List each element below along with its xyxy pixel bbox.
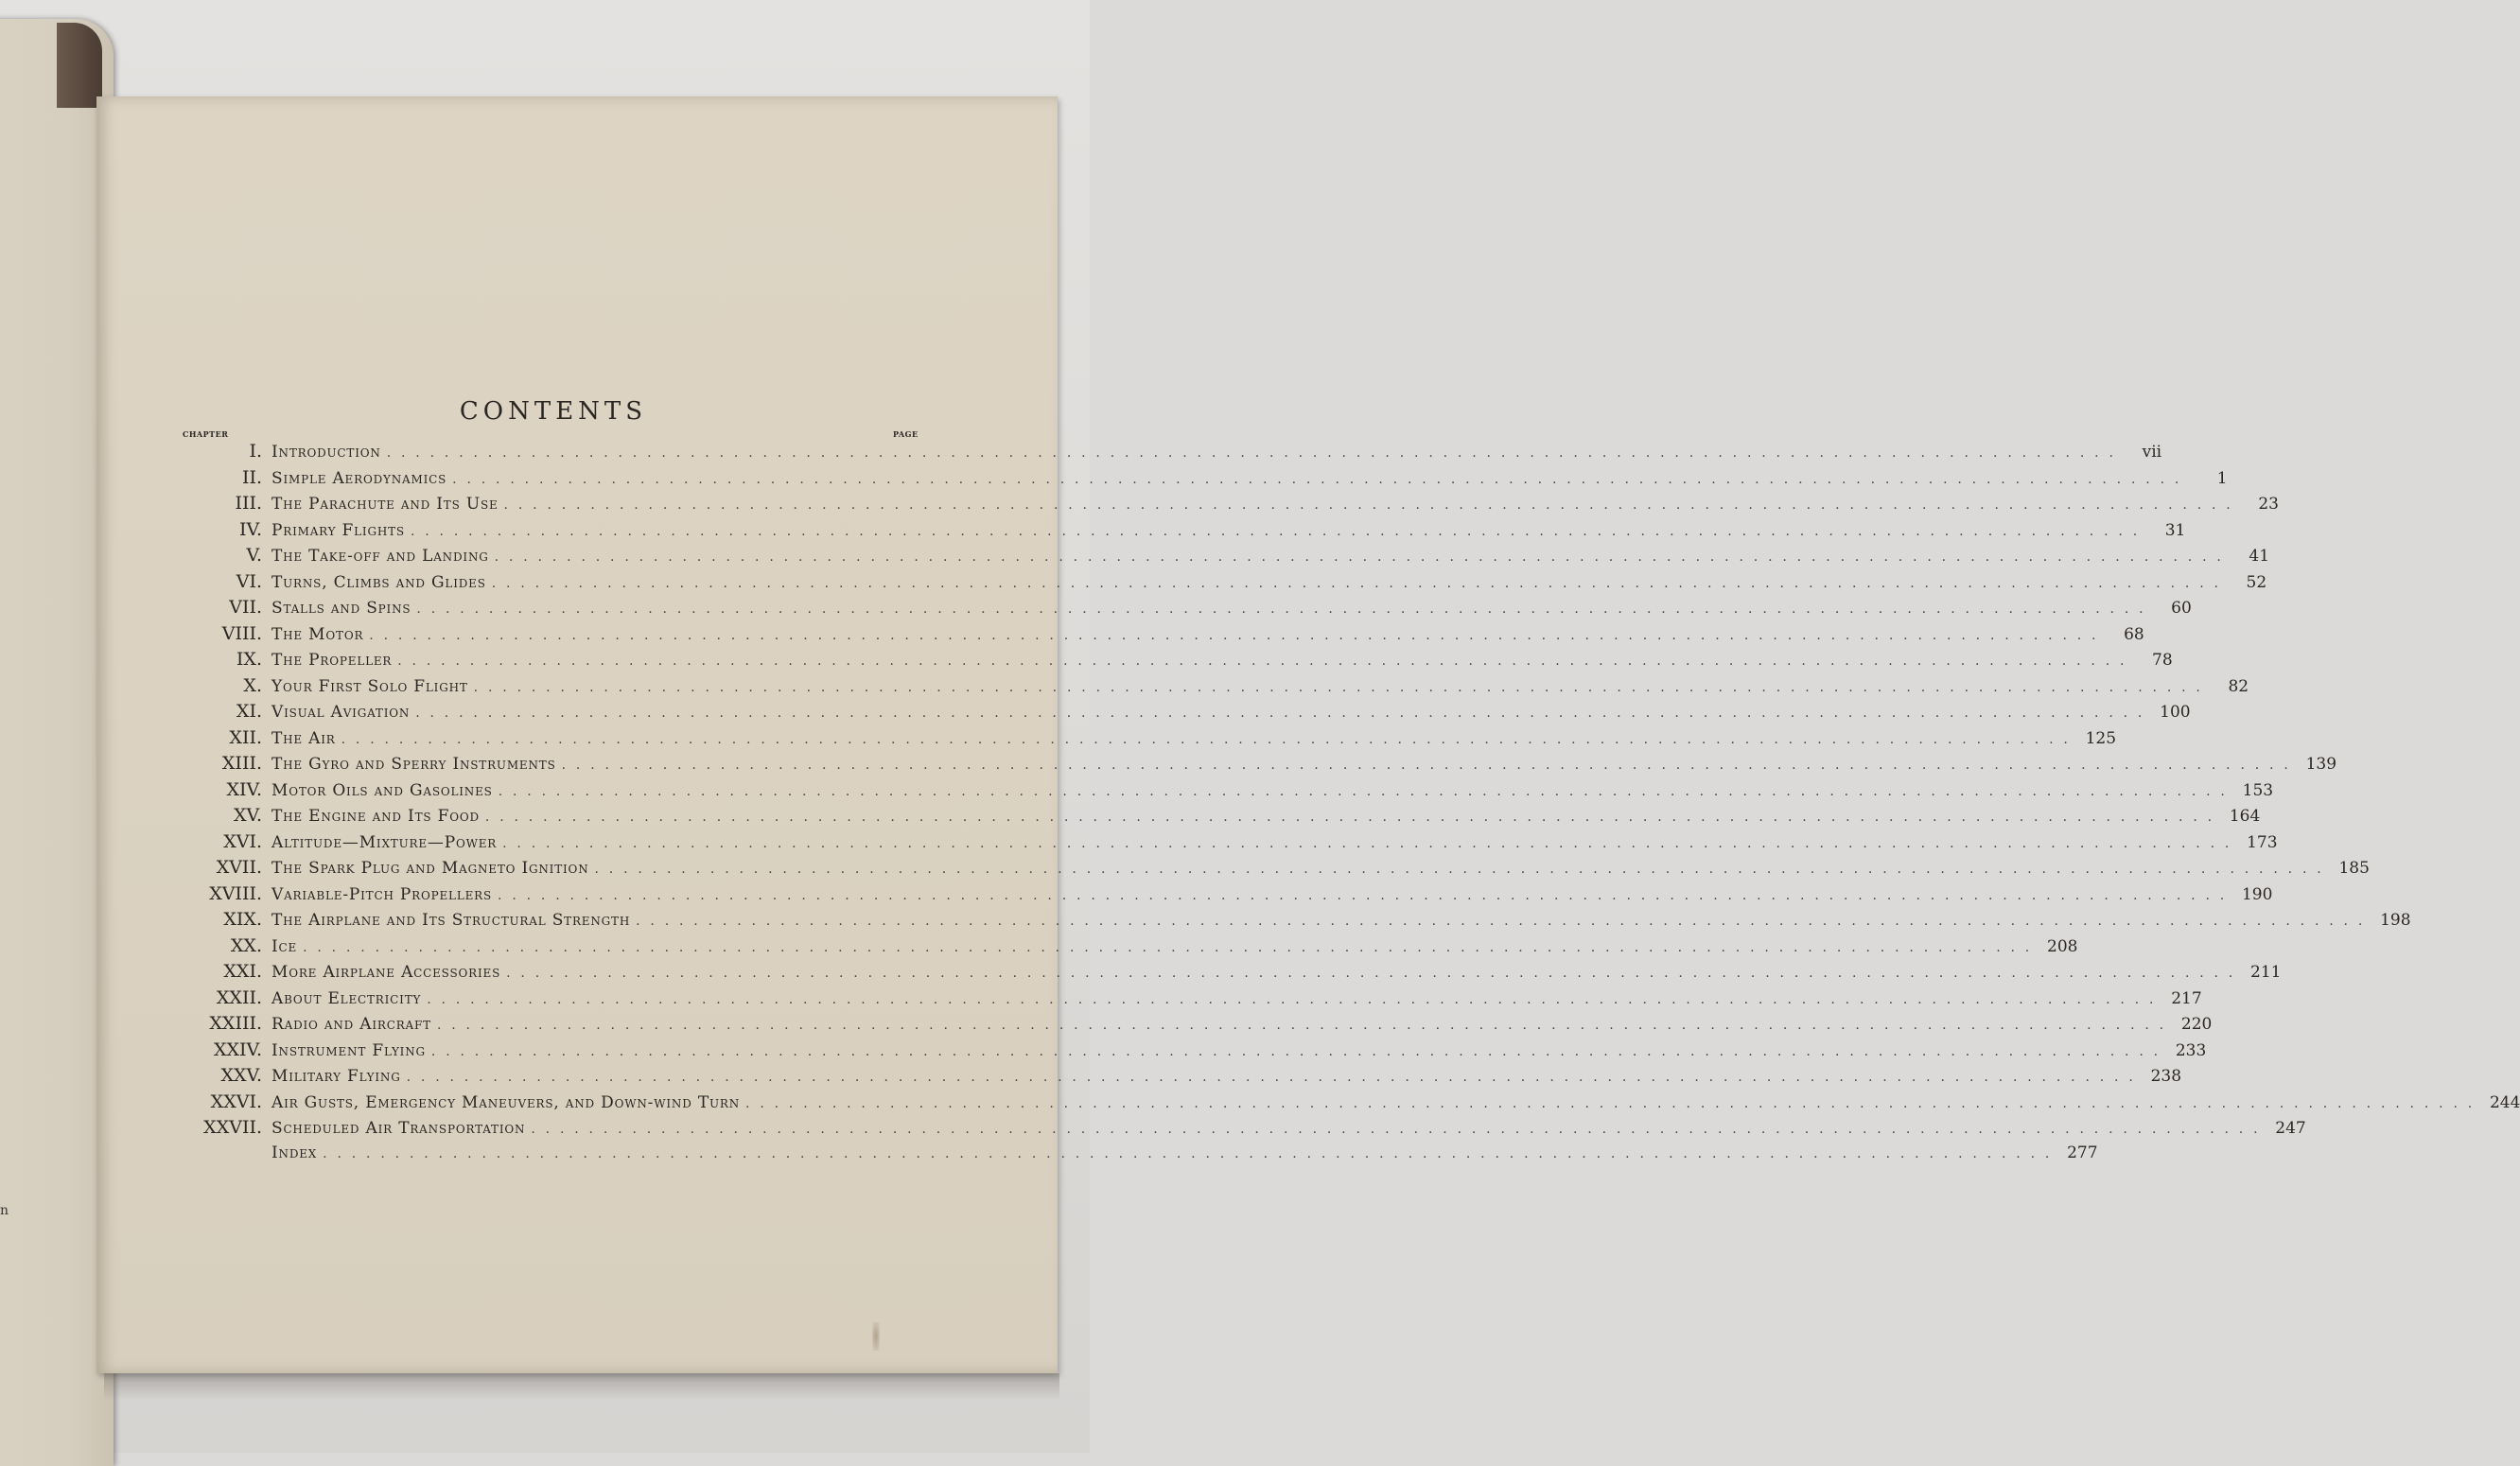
chapter-number: I. [249,441,262,462]
toc-entry [180,1013,2213,1039]
toc-entry [180,570,2267,598]
chapter-number: VII. [229,597,262,618]
dot-leader: . . . . . . . . . . . . . . . . . . . . . . . . . . . . . . . . . . . . . . . . . . . . . . . . . . . . . . . . . . . . . . . . . . . . . . . . . . . . . . . . . . . . . . . . . . . . . . . . . . . . . . . . . . . . . . . . . . . . . . . . [369,627,2099,643]
toc-entry [180,778,2274,806]
toc-entry [180,466,2228,494]
chapter-title: The Gyro and Sperry Instruments [271,755,556,774]
dot-leader: . . . . . . . . . . . . . . . . . . . . . . . . . . . . . . . . . . . . . . . . . . . . . . . . . . . . . . . . . . . . . . . . . . . . . . . . . . . . . . . . . . . . . . . . . . . . . . . . . . . . . . . . . . . . . . . . . . . . . . . . [484,810,2215,825]
chapter-number: III. [235,493,262,514]
page-number: 277 [2067,1143,2098,1162]
chapter-title: The Air [271,728,336,748]
chapter-title: Your First Solo Flight [271,676,468,696]
toc-entry [180,934,2078,962]
chapter-number: XIII. [221,753,262,774]
chapter-number: XXII. [216,986,262,1008]
dot-leader: . . . . . . . . . . . . . . . . . . . . . . . . . . . . . . . . . . . . . . . . . . . . . . . . . . . . . . . . . . . . . . . . . . . . . . . . . . . . . . . . . . . . . . . . . . . . . . . . . . . . . . . . . . . . . . . . . . . . . . . . [406,1070,2137,1085]
page-number: 217 [2171,988,2202,1008]
toc-entry [180,649,2173,675]
chapter-title: The Parachute and Its Use [271,495,499,514]
contents-list [180,441,2520,1169]
toc-entry [180,622,2144,650]
chapter-title: The Airplane and Its Structural Strength [271,911,631,930]
page-number: 41 [2249,547,2270,566]
toc-entry [180,1117,2306,1143]
toc-entry [180,701,2191,727]
dot-leader: . . . . . . . . . . . . . . . . . . . . . . . . . . . . . . . . . . . . . . . . . . . . . . . . . . . . . . . . . . . . . . . . . . . . . . . . . . . . . . . . . . . . . . . . . . . . . . . . . . . . . . . . . . . . . . . . . . . . . . . . [410,523,2141,539]
chapter-number: XIX. [223,909,262,930]
chapter-number: XVI. [223,830,262,852]
dot-leader: . . . . . . . . . . . . . . . . . . . . . . . . . . . . . . . . . . . . . . . . . . . . . . . . . . . . . . . . . . . . . . . . . . . . . . . . . . . . . . . . . . . . . . . . . . . . . . . . . . . . . . . . . . . . . . . . . . . . . . . . [506,966,2236,981]
chapter-title: Stalls and Spins [271,599,411,618]
page-number: 68 [2124,624,2144,644]
chapter-number: X. [243,674,262,696]
page-number: 153 [2242,780,2274,800]
chapter-number: XXI. [223,961,262,982]
book-cover-edge [57,23,102,108]
chapter-number: XVIII. [209,882,262,904]
chapter-title: Military Flying [271,1067,401,1086]
chapter-title: Radio and Aircraft [271,1015,431,1034]
chapter-title: Variable-Pitch Propellers [271,884,493,904]
chapter-column-label: CHAPTER [183,429,229,439]
chapter-number: XX. [230,934,262,956]
dot-leader: . . . . . . . . . . . . . . . . . . . . . . . . . . . . . . . . . . . . . . . . . . . . . . . . . . . . . . . . . . . . . . . . . . . . . . . . . . . . . . . . . . . . . . . . . . . . . . . . . . . . . . . . . . . . . . . . . . . . . . . . [494,550,2225,565]
page-number: 233 [2175,1040,2207,1060]
toc-entry [180,1143,2098,1170]
dot-leader: . . . . . . . . . . . . . . . . . . . . . . . . . . . . . . . . . . . . . . . . . . . . . . . . . . . . . . . . . . . . . . . . . . . . . . . . . . . . . . . . . . . . . . . . . . . . . . . . . . . . . . . . . . . . . . . . . . . . . . . . [594,862,2324,877]
toc-entry [180,1091,2520,1118]
chapter-number: XI. [236,701,262,722]
chapter-title: The Engine and Its Food [271,807,480,826]
chapter-number: XII. [229,726,262,748]
chapter-title: Altitude—Mixture—Power [271,832,498,852]
dot-leader: . . . . . . . . . . . . . . . . . . . . . . . . . . . . . . . . . . . . . . . . . . . . . . . . . . . . . . . . . . . . . . . . . . . . . . . . . . . . . . . . . . . . . . . . . . . . . . . . . . . . . . . . . . . . . . . . . . . . . . . . [303,939,2033,955]
dot-leader: . . . . . . . . . . . . . . . . . . . . . . . . . . . . . . . . . . . . . . . . . . . . . . . . . . . . . . . . . . . . . . . . . . . . . . . . . . . . . . . . . . . . . . . . . . . . . . . . . . . . . . . . . . . . . . . . . . . . . . . . [452,471,2182,487]
contents-heading: CONTENTS [459,397,648,426]
chapter-title: The Spark Plug and Magneto Ignition [271,859,589,878]
page-column-label: PAGE [893,429,919,439]
page-number: 185 [2338,859,2370,878]
toc-entry [180,674,2249,702]
dot-leader: . . . . . . . . . . . . . . . . . . . . . . . . . . . . . . . . . . . . . . . . . . . . . . . . . . . . . . . . . . . . . . . . . . . . . . . . . . . . . . . . . . . . . . . . . . . . . . . . . . . . . . . . . . . . . . . . . . . . . . . . [323,1145,2053,1161]
chapter-title: Index [271,1143,318,1162]
chapter-number: XXV. [220,1065,262,1086]
dot-leader: . . . . . . . . . . . . . . . . . . . . . . . . . . . . . . . . . . . . . . . . . . . . . . . . . . . . . . . . . . . . . . . . . . . . . . . . . . . . . . . . . . . . . . . . . . . . . . . . . . . . . . . . . . . . . . . . . . . . . . . . [561,758,2292,773]
dot-leader: . . . . . . . . . . . . . . . . . . . . . . . . . . . . . . . . . . . . . . . . . . . . . . . . . . . . . . . . . . . . . . . . . . . . . . . . . . . . . . . . . . . . . . . . . . . . . . . . . . . . . . . . . . . . . . . . . . . . . . . . [473,679,2204,695]
chapter-title: The Motor [271,624,364,644]
page-number: 31 [2164,520,2186,540]
page-number: 173 [2247,832,2278,852]
page-number: 23 [2258,495,2279,514]
toc-entry [180,753,2337,779]
page-number: 139 [2305,755,2337,774]
toc-entry [180,961,2282,987]
toc-entry [180,909,2411,935]
toc-entry [180,545,2270,571]
chapter-title: Introduction [271,443,381,462]
chapter-number: XIV. [226,778,262,800]
page-number: 164 [2229,807,2261,826]
chapter-number: XXIV. [214,1038,262,1060]
page-number: 244 [2489,1092,2520,1112]
page-number: vii [2142,443,2162,462]
chapter-title: Ice [271,936,298,956]
chapter-number: IX. [236,649,262,670]
left-page-text-fragment: n [0,1203,9,1218]
toc-entry [180,857,2370,883]
chapter-title: Simple Aerodynamics [271,468,447,488]
chapter-title: Turns, Climbs and Glides [271,572,486,592]
dot-leader: . . . . . . . . . . . . . . . . . . . . . . . . . . . . . . . . . . . . . . . . . . . . . . . . . . . . . . . . . . . . . . . . . . . . . . . . . . . . . . . . . . . . . . . . . . . . . . . . . . . . . . . . . . . . . . . . . . . . . . . . [498,887,2228,903]
page-number: 238 [2150,1067,2182,1086]
chapter-number: II. [241,466,262,488]
toc-entry [180,597,2192,623]
chapter-number: XVII. [216,857,262,878]
chapter-title: Scheduled Air Transportation [271,1119,526,1138]
dot-leader: . . . . . . . . . . . . . . . . . . . . . . . . . . . . . . . . . . . . . . . . . . . . . . . . . . . . . . . . . . . . . . . . . . . . . . . . . . . . . . . . . . . . . . . . . . . . . . . . . . . . . . . . . . . . . . . . . . . . . . . . [386,445,2117,461]
chapter-title: More Airplane Accessories [271,963,501,982]
page-number: 208 [2047,936,2078,956]
toc-entry [180,986,2202,1014]
toc-entry [180,1065,2182,1091]
toc-entry [180,441,2162,467]
chapter-title: About Electricity [271,988,422,1008]
page-number: 52 [2246,572,2267,592]
dot-leader: . . . . . . . . . . . . . . . . . . . . . . . . . . . . . . . . . . . . . . . . . . . . . . . . . . . . . . . . . . . . . . . . . . . . . . . . . . . . . . . . . . . . . . . . . . . . . . . . . . . . . . . . . . . . . . . . . . . . . . . . [498,783,2229,799]
chapter-number: XV. [234,805,262,826]
chapter-number: VI. [236,570,262,592]
dot-leader: . . . . . . . . . . . . . . . . . . . . . . . . . . . . . . . . . . . . . . . . . . . . . . . . . . . . . . . . . . . . . . . . . . . . . . . . . . . . . . . . . . . . . . . . . . . . . . . . . . . . . . . . . . . . . . . . . . . . . . . . [427,991,2157,1007]
page-number: 125 [2085,728,2117,748]
toc-entry [180,1038,2207,1066]
toc-entry [180,493,2279,519]
dot-leader: . . . . . . . . . . . . . . . . . . . . . . . . . . . . . . . . . . . . . . . . . . . . . . . . . . . . . . . . . . . . . . . . . . . . . . . . . . . . . . . . . . . . . . . . . . . . . . . . . . . . . . . . . . . . . . . . . . . . . . . . [491,575,2222,591]
chapter-number: IV. [239,518,262,540]
page-number: 100 [2160,703,2191,722]
chapter-title: Motor Oils and Gasolines [271,780,493,800]
chapter-title: Instrument Flying [271,1040,426,1060]
dot-leader: . . . . . . . . . . . . . . . . . . . . . . . . . . . . . . . . . . . . . . . . . . . . . . . . . . . . . . . . . . . . . . . . . . . . . . . . . . . . . . . . . . . . . . . . . . . . . . . . . . . . . . . . . . . . . . . . . . . . . . . . [636,914,2366,929]
page-smudge [872,1322,880,1351]
dot-leader: . . . . . . . . . . . . . . . . . . . . . . . . . . . . . . . . . . . . . . . . . . . . . . . . . . . . . . . . . . . . . . . . . . . . . . . . . . . . . . . . . . . . . . . . . . . . . . . . . . . . . . . . . . . . . . . . . . . . . . . . [397,654,2127,669]
chapter-number: VIII. [221,622,262,644]
chapter-number: XXVI. [210,1091,262,1112]
toc-entry [180,726,2117,754]
chapter-number: XXIII. [209,1013,262,1034]
page-shadow [104,1373,1059,1400]
dot-leader: . . . . . . . . . . . . . . . . . . . . . . . . . . . . . . . . . . . . . . . . . . . . . . . . . . . . . . . . . . . . . . . . . . . . . . . . . . . . . . . . . . . . . . . . . . . . . . . . . . . . . . . . . . . . . . . . . . . . . . . . [502,835,2232,851]
dot-leader: . . . . . . . . . . . . . . . . . . . . . . . . . . . . . . . . . . . . . . . . . . . . . . . . . . . . . . . . . . . . . . . . . . . . . . . . . . . . . . . . . . . . . . . . . . . . . . . . . . . . . . . . . . . . . . . . . . . . . . . . [341,731,2072,747]
dot-leader: . . . . . . . . . . . . . . . . . . . . . . . . . . . . . . . . . . . . . . . . . . . . . . . . . . . . . . . . . . . . . . . . . . . . . . . . . . . . . . . . . . . . . . . . . . . . . . . . . . . . . . . . . . . . . . . . . . . . . . . . [430,1043,2161,1059]
chapter-title: The Propeller [271,651,393,670]
toc-entry [180,830,2278,858]
chapter-title: The Take-off and Landing [271,547,489,566]
page-number: 247 [2275,1119,2306,1138]
chapter-title: Visual Avigation [271,703,411,722]
page-number: 1 [2216,468,2228,488]
chapter-title: Air Gusts, Emergency Maneuvers, and Down-wind Turn [271,1092,741,1112]
page-number: 190 [2241,884,2273,904]
dot-leader: . . . . . . . . . . . . . . . . . . . . . . . . . . . . . . . . . . . . . . . . . . . . . . . . . . . . . . . . . . . . . . . . . . . . . . . . . . . . . . . . . . . . . . . . . . . . . . . . . . . . . . . . . . . . . . . . . . . . . . . . [436,1018,2167,1033]
chapter-title: Primary Flights [271,520,405,540]
page-number: 220 [2180,1015,2213,1034]
toc-entry [180,805,2261,831]
toc-entry [180,518,2186,546]
dot-leader: . . . . . . . . . . . . . . . . . . . . . . . . . . . . . . . . . . . . . . . . . . . . . . . . . . . . . . . . . . . . . . . . . . . . . . . . . . . . . . . . . . . . . . . . . . . . . . . . . . . . . . . . . . . . . . . . . . . . . . . . [416,602,2146,617]
chapter-number: V. [246,545,262,566]
page-number: 82 [2228,676,2249,696]
dot-leader: . . . . . . . . . . . . . . . . . . . . . . . . . . . . . . . . . . . . . . . . . . . . . . . . . . . . . . . . . . . . . . . . . . . . . . . . . . . . . . . . . . . . . . . . . . . . . . . . . . . . . . . . . . . . . . . . . . . . . . . . [531,1122,2261,1137]
chapter-number: XXVII. [203,1117,262,1138]
page-number: 78 [2152,651,2173,670]
page-number: 211 [2250,963,2282,982]
page-number: 198 [2380,911,2411,930]
dot-leader: . . . . . . . . . . . . . . . . . . . . . . . . . . . . . . . . . . . . . . . . . . . . . . . . . . . . . . . . . . . . . . . . . . . . . . . . . . . . . . . . . . . . . . . . . . . . . . . . . . . . . . . . . . . . . . . . . . . . . . . . [415,706,2145,721]
dot-leader: . . . . . . . . . . . . . . . . . . . . . . . . . . . . . . . . . . . . . . . . . . . . . . . . . . . . . . . . . . . . . . . . . . . . . . . . . . . . . . . . . . . . . . . . . . . . . . . . . . . . . . . . . . . . . . . . . . . . . . . . [503,497,2233,513]
toc-entry [180,882,2273,910]
dot-leader: . . . . . . . . . . . . . . . . . . . . . . . . . . . . . . . . . . . . . . . . . . . . . . . . . . . . . . . . . . . . . . . . . . . . . . . . . . . . . . . . . . . . . . . . . . . . . . . . . . . . . . . . . . . . . . . . . . . . . . . . [745,1095,2476,1111]
page-number: 60 [2171,599,2192,618]
